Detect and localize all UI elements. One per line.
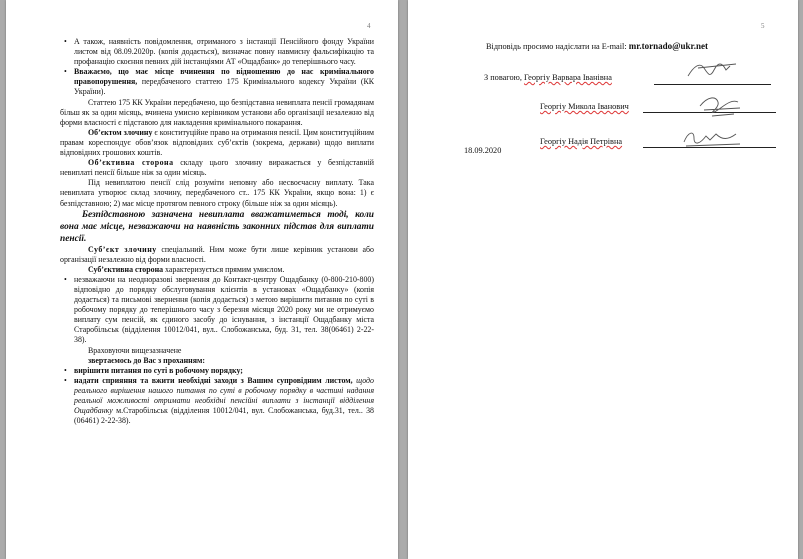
signature-icon bbox=[694, 92, 750, 120]
bullet-icon: • bbox=[64, 274, 67, 284]
regards-text: З повагою, bbox=[484, 73, 522, 82]
signer-name: Георгіу Микола Іванович bbox=[540, 102, 629, 111]
paragraph: Об’єктом злочину є конституційне право на отримання пенсії. Цим конституційним правам кореспондує обов’язок відповідних суб’єктів (зокрема, держави) щодо виплати відповідних грошових коштів. bbox=[60, 127, 374, 158]
paragraph: Суб’єктивна сторона характеризується прямим умислом. bbox=[88, 264, 285, 274]
paragraph: Враховуючи вищезазначене bbox=[88, 345, 182, 355]
page-number: 4 bbox=[367, 22, 371, 30]
bullet-icon: • bbox=[64, 67, 67, 77]
date: 18.09.2020 bbox=[464, 146, 502, 155]
document-page-5 bbox=[408, 0, 798, 559]
bullet-icon: • bbox=[64, 365, 67, 375]
page-body bbox=[60, 37, 374, 426]
email-prompt: Відповідь просимо надіслати на E-mail: bbox=[486, 42, 627, 51]
signature-icon bbox=[680, 126, 748, 150]
paragraph: • незважаючи на неодноразові звернення до Контакт-центру Ощадбанку (0-800-210-800) відповідно до порядку обслуговування клієнтів в установах «Ощадбанку» (копія додається) та письмові звернення (копія додається) з метою вирішити питання по суті в робочому порядку до теперішнього часу з березня місяця 2020 року ми не отримуємо виплату сум пенсій, як єдиного засобу до існування, з інстанції Ощадбанку міста Старобільськ (відділення 10012/041, вул.. Слобожанська, буд. 31, тел. 38(06461) 2-22-38). bbox=[64, 274, 374, 345]
paragraph: Об’єктивна сторона складу цього злочину виражається у безпідставній невиплаті пенсії більше ніж за один місяць. bbox=[60, 158, 375, 178]
paragraph: Під невиплатою пенсії слід розуміти неповну або несвоєчасну виплату. Така невиплата утворює склад злочину, передбаченого ст.. 175 КК України, якщо вона: 1) є безпідставною; 2) має місце протягом певного строку (більше ніж за один місяць). bbox=[60, 178, 374, 208]
signer-name: Георгіу Варвара Іванівна bbox=[524, 73, 612, 82]
signer-line bbox=[540, 137, 622, 146]
list-item: • надати сприяння та вжити необхідні заходи з Вашим супровідним листом, щодо реального вирішення нашого питання по суті в робочому порядку в частині надання реальної можливості отримати необхідні пенсійні виплати з інстанції відділення Ощадбанку м.Старобільськ (відділення 10012/041, вул. Слобожанська, буд.31, тел.. 38 (06461) 2-22-38). bbox=[64, 375, 374, 426]
bullet-icon: • bbox=[64, 37, 67, 46]
signer-name: Георгіу Надія Петрівна bbox=[540, 137, 623, 146]
paragraph-emphasis: Безпідставною зазначена невиплата вважатиметься тоді, коли вона має місце, незважаючи на наявність законних підстав для виплати пенсії. bbox=[60, 209, 374, 244]
regards-line bbox=[484, 73, 612, 82]
email-address: mr.tornado@ukr.net bbox=[628, 41, 708, 51]
paragraph: звертаємось до Вас з проханням: bbox=[88, 355, 205, 365]
page-number: 5 bbox=[761, 22, 765, 30]
email-line bbox=[486, 41, 708, 51]
paragraph: • Вважаємо, що має місце вчинення по відношенню до нас кримінального правопорушення, передбаченого статтею 175 Кримінального кодексу України (КК України). bbox=[64, 67, 374, 97]
paragraph: Суб’єкт злочину спеціальний. Ним може бути лише керівник установи або організації незалежно від форми власності. bbox=[60, 244, 374, 264]
signature-line bbox=[654, 84, 771, 85]
document-page-4 bbox=[6, 0, 398, 559]
bullet-icon: • bbox=[64, 375, 67, 385]
paragraph: • А також, наявність повідомлення, отриманого з інстанції Пенсійного фонду України листом від 08.09.2020р. (копія додається), визначає повну навмисну фальсифікацію та профанацію скоєння певних дій інстанціями АТ «Ощадбанк» до теперішнього часу. bbox=[64, 37, 374, 67]
signature-icon bbox=[684, 58, 744, 84]
signer-line bbox=[540, 102, 629, 111]
paragraph: Статтею 175 КК України передбачено, що безпідставна невиплата пенсії громадянам більш як за один місяць, вчинена умисно керівником установи або організації незалежно від форми власності є підставою для накладення кримінального покарання. bbox=[60, 97, 374, 127]
list-item: • вирішити питання по суті в робочому порядку; bbox=[64, 365, 243, 375]
